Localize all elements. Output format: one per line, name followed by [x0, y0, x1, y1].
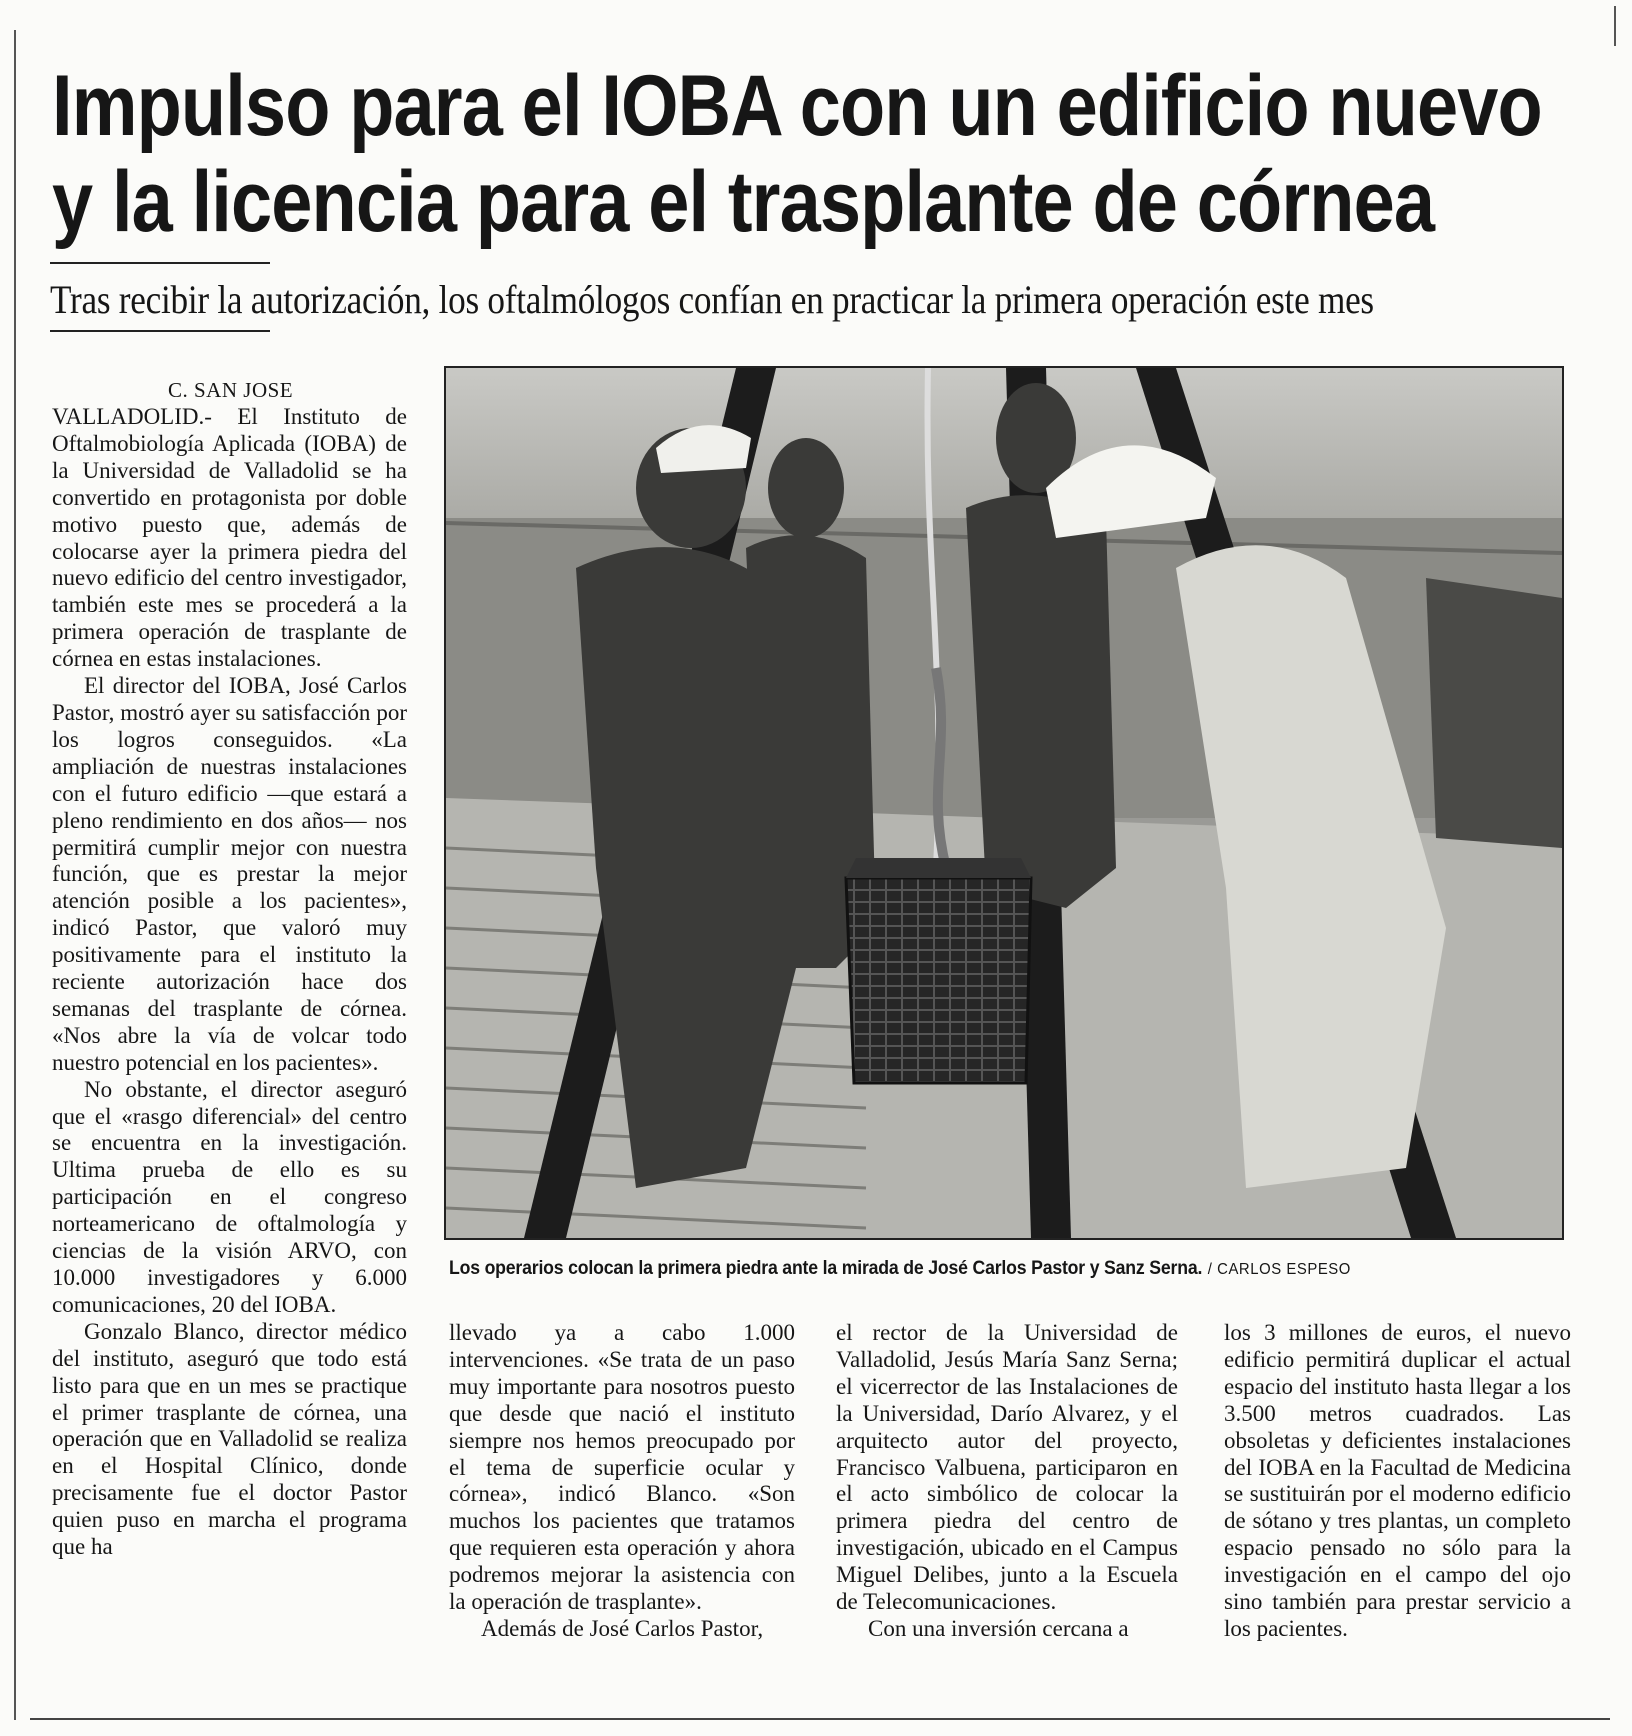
paragraph: Con una inversión cercana a: [868, 1615, 1129, 1641]
page-border-left: [14, 30, 16, 1720]
paragraph: Gonzalo Blanco, director médico del instituto, aseguró que todo está listo para que en un mes se practique el primer trasplante de córnea, una operación que en Valladolid se realiza en el Hospital Clínico, donde precisamente fue el doctor Pastor quien puso en marcha el programa que ha: [52, 1318, 407, 1560]
caption-text: Los operarios colocan la primera piedra ante la mirada de José Carlos Pastor y Sanz Serna.: [449, 1258, 1203, 1279]
paragraph: VALLADOLID.- El Instituto de Oftalmobiología Aplicada (IOBA) de la Universidad de Valladolid se ha convertido en protagonista por doble motivo puesto que, además de colocarse ayer la primera piedra del nuevo edificio del centro investigador, también este mes se procederá a la primera operación de trasplante de córnea en estas instalaciones.: [52, 404, 407, 672]
news-photo: [444, 366, 1564, 1240]
paragraph: El director del IOBA, José Carlos Pastor, mostró ayer su satisfacción por los logros conseguidos. «La ampliación de nuestras instalaciones con el futuro edificio —que estará a pleno rendimiento en dos años— nos permitirá cumplir mejor con nuestra función, que es prestar la mejor atención posible a los pacientes», indicó Pastor, que valoró muy positivamente para el instituto la reciente autorización hace dos semanas del trasplante de córnea. «Nos abre la vía de volcar todo nuestro potencial en los pacientes».: [52, 673, 407, 1075]
page-border-bottom: [30, 1718, 1610, 1720]
page-border-right: [1614, 6, 1616, 46]
headline-line-2: y la licencia para el trasplante de córnea: [52, 154, 1435, 250]
headline: [52, 58, 1542, 250]
body-column-3: [836, 1320, 1178, 1643]
photo-illustration: [446, 368, 1562, 1238]
body-column-2: [449, 1320, 795, 1643]
photo-credit: / CARLOS ESPESO: [1207, 1261, 1351, 1278]
paragraph: llevado ya a cabo 1.000 intervenciones. «Se trata de un paso muy importante para nosotros puesto que desde que nació el instituto siempre nos hemos preocupado por el tema de superficie ocular y córnea», indicó Blanco. «Son muchos los pacientes que tratamos que requieren esta operación y ahora podremos mejorar la asistencia con la operación de trasplante».: [449, 1320, 795, 1615]
paragraph: los 3 millones de euros, el nuevo edificio permitirá duplicar el actual espacio del instituto hasta llegar a los 3.500 metros cuadrados. Las obsoletas y deficientes instalaciones del IOBA en la Facultad de Medicina se sustituirán por el moderno edificio de sótano y tres plantas, un completo espacio pensado no sólo para la investigación en el campo del ojo sino también para prestar servicio a los pacientes.: [1224, 1320, 1571, 1641]
subhead-rule-top: [50, 262, 270, 264]
subhead-rule-bottom: [50, 330, 270, 332]
subheadline: Tras recibir la autorización, los oftalmólogos confían en practicar la primera operación este mes: [50, 277, 1374, 322]
body-column-1: [52, 404, 407, 1561]
body-column-4: [1224, 1320, 1571, 1643]
paragraph: No obstante, el director aseguró que el «rasgo diferencial» del centro se encuentra en la investigación. Ultima prueba de ello es su participación en el congreso norteamericano de oftalmología y ciencias de la visión ARVO, con 10.000 investigadores y 6.000 comunicaciones, 20 del IOBA.: [52, 1076, 407, 1317]
photo-caption: [449, 1258, 1351, 1280]
paragraph: Además de José Carlos Pastor,: [481, 1615, 764, 1641]
headline-line-1: Impulso para el IOBA con un edificio nuevo: [52, 58, 1542, 154]
byline: C. SAN JOSE: [168, 378, 294, 402]
paragraph: el rector de la Universidad de Valladolid, Jesús María Sanz Serna; el vicerrector de las Instalaciones de la Universidad, Darío Alvarez, y el arquitecto autor del proyecto, Francisco Valbuena, participaron en el acto simbólico de colocar la primera piedra del centro de investigación, ubicado en el Campus Miguel Delibes, junto a la Escuela de Telecomunicaciones.: [836, 1320, 1178, 1615]
